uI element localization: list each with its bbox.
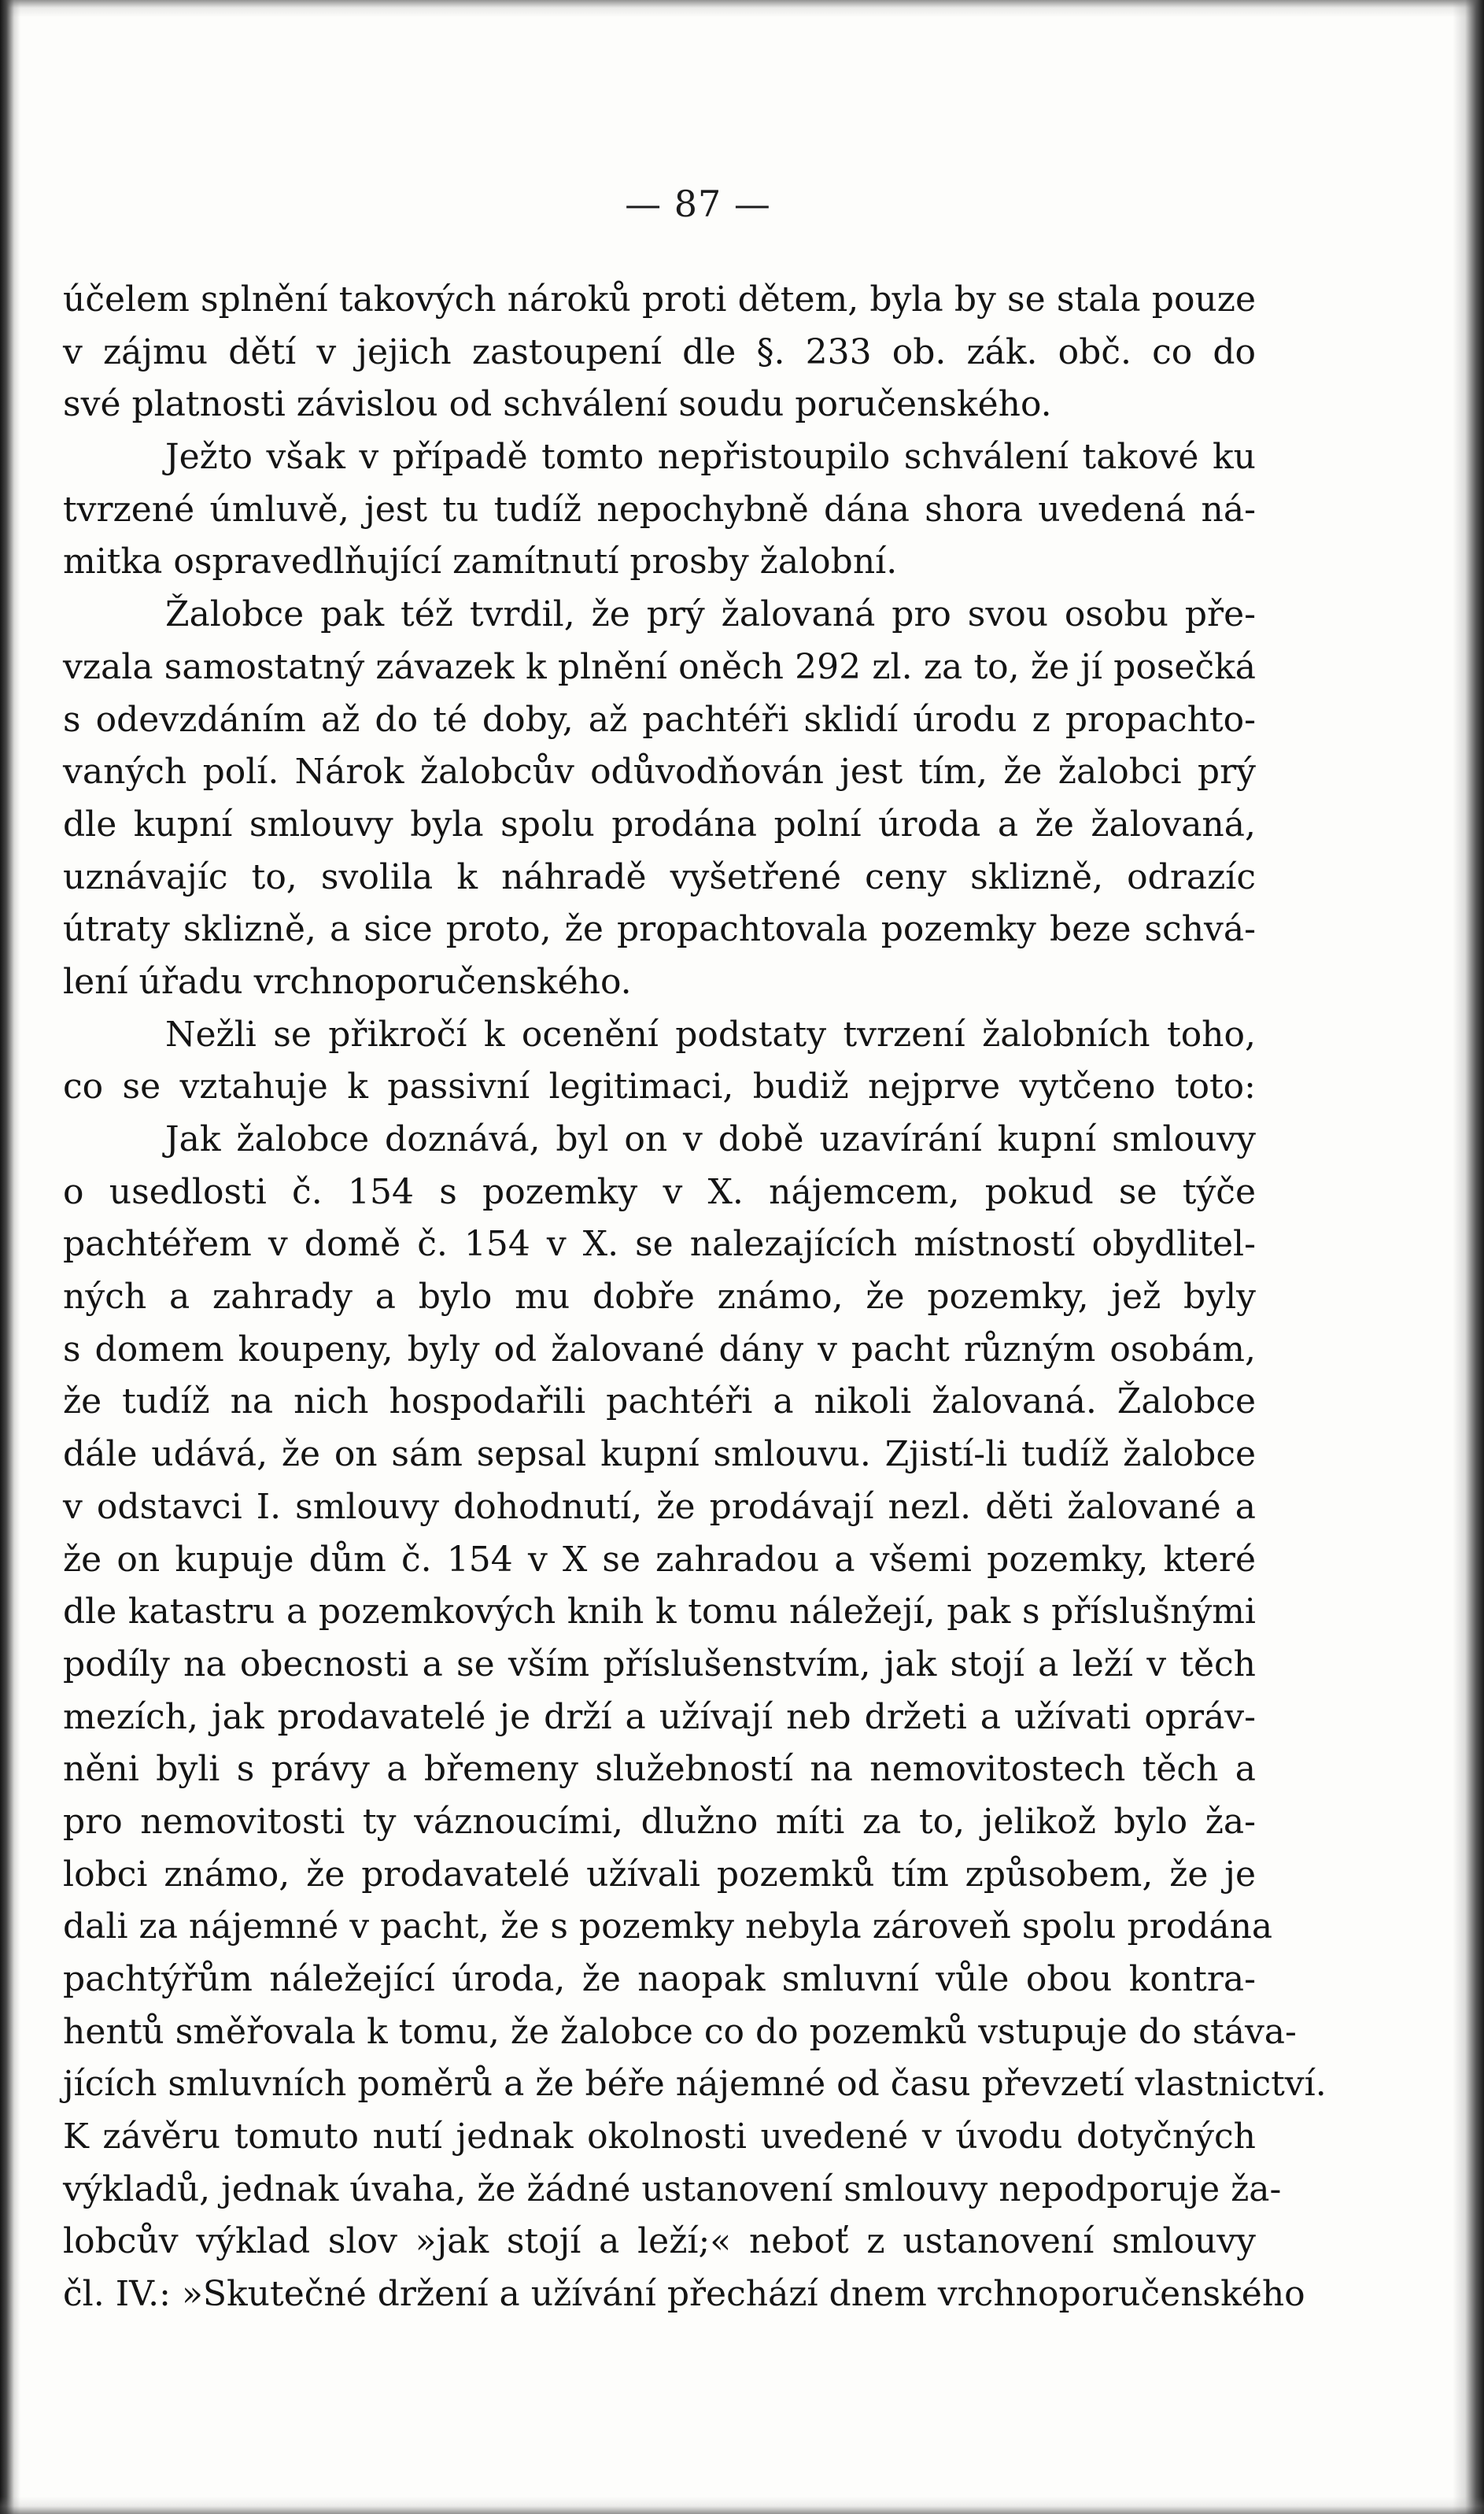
page-edge-top [0, 0, 1484, 17]
page-edge-left [0, 0, 20, 2514]
body-text [63, 274, 1327, 2321]
text-line: Jak žalobce doznává, byl on v době uzavírání kupní smlouvy [165, 1119, 1256, 1159]
text-line: jících smluvních poměrů a že béře nájemné od času převzetí vlastnictví. [63, 2064, 1327, 2105]
text-line: tvrzené úmluvě, jest tu tudíž nepochybně dána shora uvedená ná- [63, 489, 1256, 530]
text-line: dali za nájemné v pacht, že s pozemky nebyla zároveň spolu prodána [63, 1906, 1273, 1947]
text-line: Nežli se přikročí k ocenění podstaty tvrzení žalobních toho, [165, 1014, 1256, 1055]
text-line: s odevzdáním až do té doby, až pachtéři sklidí úrodu z propachto- [63, 699, 1256, 740]
text-line: něni byli s právy a břemeny služebností na nemovitostech těch a [63, 1749, 1256, 1790]
text-line: že tudíž na nich hospodařili pachtéři a nikoli žalovaná. Žalobce [63, 1381, 1256, 1422]
text-line: hentů směřovala k tomu, že žalobce co do pozemků vstupuje do stáva- [63, 2011, 1297, 2052]
text-line: že on kupuje dům č. 154 v X se zahradou a všemi pozemky, které [63, 1539, 1256, 1580]
page-edge-right [1453, 0, 1484, 2514]
text-line: Ježto však v případě tomto nepřistoupilo schválení takové ku [165, 437, 1256, 478]
text-line: o usedlosti č. 154 s pozemky v X. nájemcem, pokud se týče [63, 1171, 1256, 1212]
text-line: lobcův výklad slov »jak stojí a leží;« neboť z ustanovení smlouvy [63, 2221, 1256, 2262]
text-line: lení úřadu vrchnoporučenského. [63, 961, 632, 1002]
page-edge-bottom [0, 2497, 1484, 2514]
text-line: Žalobce pak též tvrdil, že prý žalovaná pro svou osobu pře- [165, 594, 1256, 635]
text-line: co se vztahuje k passivní legitimaci, budiž nejprve vytčeno toto: [63, 1067, 1256, 1107]
text-line: vzala samostatný závazek k plnění oněch 292 zl. za to, že jí posečká [63, 646, 1256, 687]
text-line: čl. IV.: »Skutečné držení a užívání přechází dnem vrchnoporučenského [63, 2274, 1305, 2315]
text-line: útraty sklizně, a sice proto, že propachtovala pozemky beze schvá- [63, 909, 1256, 950]
text-line: podíly na obecnosti a se vším příslušenstvím, jak stojí a leží v těch [63, 1643, 1256, 1684]
text-line: ných a zahrady a bylo mu dobře známo, že pozemky, jež byly [63, 1277, 1256, 1318]
text-line: své platnosti závislou od schválení soudu poručenského. [63, 384, 1052, 425]
text-line: uznávajíc to, svolila k náhradě vyšetřené ceny sklizně, odrazíc [63, 856, 1256, 897]
text-line: pachtéřem v domě č. 154 v X. se nalezajících místností obydlitel- [63, 1224, 1256, 1265]
text-line: K závěru tomuto nutí jednak okolnosti uvedené v úvodu dotyčných [63, 2117, 1256, 2157]
text-line: výkladů, jednak úvaha, že žádné ustanovení smlouvy nepodporuje ža- [63, 2168, 1282, 2209]
text-line: v zájmu dětí v jejich zastoupení dle §. 233 ob. zák. obč. co do [63, 331, 1256, 372]
text-line: v odstavci I. smlouvy dohodnutí, že prodávají nezl. děti žalované a [63, 1486, 1256, 1527]
text-line: mitka ospravedlňující zamítnutí prosby žalobní. [63, 542, 898, 582]
text-line: účelem splnění takových nároků proti dětem, byla by se stala pouze [63, 279, 1256, 320]
text-line: vaných polí. Nárok žalobcův odůvodňován jest tím, že žalobci prý [63, 752, 1256, 793]
text-line: dle katastru a pozemkových knih k tomu náležejí, pak s příslušnými [63, 1592, 1256, 1632]
text-line: pachtýřům náležející úroda, že naopak smluvní vůle obou kontra- [63, 1959, 1256, 1999]
text-line: dle kupní smlouvy byla spolu prodána polní úroda a že žalovaná, [63, 804, 1256, 845]
page-number: — 87 — [625, 183, 771, 225]
text-line: s domem koupeny, byly od žalované dány v pacht různým osobám, [63, 1329, 1256, 1370]
text-line: dále udává, že on sám sepsal kupní smlouvu. Zjistí-li tudíž žalobce [63, 1434, 1256, 1475]
text-line: mezích, jak prodavatelé je drží a užívají neb držeti a užívati opráv- [63, 1696, 1256, 1737]
text-line: pro nemovitosti ty váznoucími, dlužno míti za to, jelikož bylo ža- [63, 1801, 1256, 1842]
text-line: lobci známo, že prodavatelé užívali pozemků tím způsobem, že je [63, 1854, 1256, 1895]
